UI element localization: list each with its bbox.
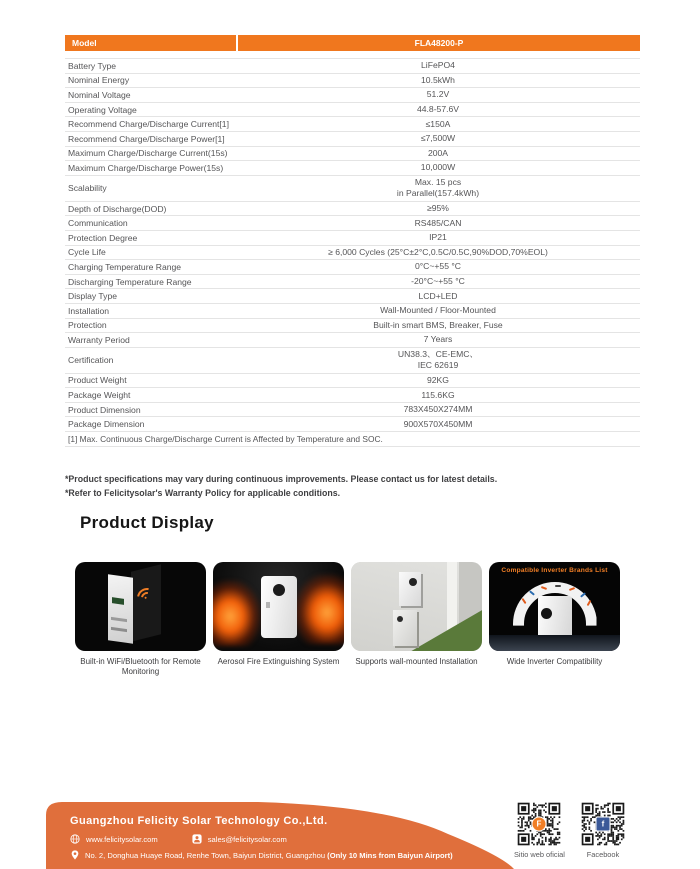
spec-value: IP21 bbox=[429, 232, 447, 243]
spec-label: Discharging Temperature Range bbox=[68, 276, 192, 287]
spec-label: Depth of Discharge(DOD) bbox=[68, 203, 167, 214]
card-inverter-compatibility bbox=[489, 562, 620, 677]
spec-value: 900X570X450MM bbox=[403, 418, 473, 429]
product-cards bbox=[75, 562, 621, 677]
spec-row bbox=[65, 102, 640, 117]
card-fire-extinguishing bbox=[213, 562, 344, 677]
card-caption: Built-in WiFi/Bluetooth for Remote Monitoring bbox=[80, 657, 201, 676]
spec-row bbox=[65, 160, 640, 175]
note-warranty: *Refer to Felicitysolar's Warranty Policy for applicable conditions. bbox=[65, 488, 341, 498]
spec-value: ≥ 6,000 Cycles (25°C±2°C,0.5C/0.5C,90%DOD,70%EOL) bbox=[328, 246, 548, 257]
website-text: www.felicitysolar.com bbox=[86, 834, 158, 844]
spec-label: Display Type bbox=[68, 291, 118, 302]
flame-graphic bbox=[213, 580, 261, 646]
brands-list-overlay-title: Compatible Inverter Brands List bbox=[501, 567, 608, 574]
spec-label: Protection bbox=[68, 320, 107, 331]
spec-label: Operating Voltage bbox=[68, 104, 137, 115]
spec-value: 10.5kWh bbox=[421, 74, 455, 85]
spec-row bbox=[65, 259, 640, 274]
spec-row bbox=[65, 288, 640, 303]
spec-label: Battery Type bbox=[68, 60, 117, 71]
email-text: sales@felicitysolar.com bbox=[207, 834, 287, 844]
spec-row bbox=[65, 87, 640, 102]
spec-row bbox=[65, 146, 640, 161]
spec-label: Scalability bbox=[68, 183, 107, 194]
spec-row bbox=[65, 116, 640, 131]
spec-row bbox=[65, 303, 640, 318]
brand-logo-mark bbox=[555, 585, 561, 587]
card-caption: Supports wall-mounted Installation bbox=[355, 657, 478, 666]
location-pin-icon bbox=[70, 850, 80, 860]
spec-row bbox=[65, 332, 640, 347]
card-caption: Wide Inverter Compatibility bbox=[506, 657, 603, 666]
qr-facebook bbox=[578, 801, 628, 859]
footer-address-line bbox=[70, 850, 453, 860]
spec-label: Recommend Charge/Discharge Power[1] bbox=[68, 133, 225, 144]
wall-mount-image bbox=[351, 562, 482, 651]
spec-label: Nominal Voltage bbox=[68, 89, 131, 100]
spec-row bbox=[65, 416, 640, 431]
spec-value: -20°C~+55 °C bbox=[411, 276, 465, 287]
spec-label: Protection Degree bbox=[68, 232, 138, 243]
spec-label: Nominal Energy bbox=[68, 75, 130, 86]
spec-label: Communication bbox=[68, 218, 128, 229]
spec-value: ≤150A bbox=[425, 118, 451, 129]
flame-graphic bbox=[294, 574, 344, 644]
battery-round-display bbox=[273, 584, 285, 596]
card-wall-mounted bbox=[351, 562, 482, 677]
spec-row bbox=[65, 402, 640, 417]
qr-code-website bbox=[516, 801, 562, 847]
footnotes bbox=[65, 474, 640, 502]
footer-contact-line bbox=[70, 834, 287, 844]
spec-label: Warranty Period bbox=[68, 334, 130, 345]
spec-value: 92KG bbox=[427, 374, 449, 385]
spec-label: Certification bbox=[68, 355, 114, 366]
spec-row bbox=[65, 373, 640, 388]
spec-label: Package Weight bbox=[68, 390, 131, 401]
spec-row bbox=[65, 201, 640, 216]
spec-table-header bbox=[65, 35, 640, 51]
battery-front-face bbox=[108, 574, 133, 644]
spec-table bbox=[65, 35, 640, 447]
fire-test-image bbox=[213, 562, 344, 651]
spec-label: Product Dimension bbox=[68, 404, 141, 415]
spec-row bbox=[65, 58, 640, 73]
battery-round-display bbox=[397, 616, 403, 622]
qr-code-facebook bbox=[580, 801, 626, 847]
address-text: No. 2, Donghua Huaye Road, Renhe Town, Baiyun District, Guangzhou (Only 10 Mins from Baiyun Airport) bbox=[85, 850, 453, 860]
spec-label: Product Weight bbox=[68, 375, 127, 386]
spec-row bbox=[65, 274, 640, 289]
spec-label: Maximum Charge/Discharge Power(15s) bbox=[68, 162, 224, 173]
spec-row bbox=[65, 215, 640, 230]
model-header-cell: Model bbox=[65, 35, 236, 51]
spec-row bbox=[65, 347, 640, 373]
company-name: Guangzhou Felicity Solar Technology Co.,Ltd. bbox=[70, 815, 328, 827]
spec-row bbox=[65, 387, 640, 402]
floor-reflection bbox=[489, 635, 620, 651]
spec-label: Charging Temperature Range bbox=[68, 261, 182, 272]
card-caption: Aerosol Fire Extinguishing System bbox=[217, 657, 340, 666]
spec-row bbox=[65, 131, 640, 146]
spec-value: LCD+LED bbox=[418, 290, 458, 301]
address-highlight: (Only 10 Mins from Baiyun Airport) bbox=[327, 850, 453, 860]
qr-caption: Facebook bbox=[586, 850, 620, 859]
spec-footnote: [1] Max. Continuous Charge/Discharge Current is Affected by Temperature and SOC. bbox=[68, 434, 383, 445]
spec-value: Max. 15 pcs in Parallel(157.4kWh) bbox=[396, 177, 480, 199]
spec-value: 0°C~+55 °C bbox=[414, 261, 462, 272]
battery-handle bbox=[266, 602, 270, 608]
card-wifi-bluetooth bbox=[75, 562, 206, 677]
felicity-logo-icon: F bbox=[532, 817, 547, 832]
spec-label: Cycle Life bbox=[68, 247, 106, 258]
spec-row bbox=[65, 318, 640, 333]
inverter-brands-image bbox=[489, 562, 620, 651]
qr-website bbox=[514, 801, 564, 859]
spec-value: RS485/CAN bbox=[414, 217, 462, 228]
contact-person-icon bbox=[192, 834, 202, 844]
globe-icon bbox=[70, 834, 80, 844]
qr-caption: Sitio web oficial bbox=[514, 850, 565, 859]
spec-value: 51.2V bbox=[426, 89, 450, 100]
spec-label: Recommend Charge/Discharge Current[1] bbox=[68, 119, 229, 130]
footer bbox=[0, 789, 700, 869]
model-value-cell: FLA48200-P bbox=[238, 35, 640, 51]
spec-value: 44.8-57.6V bbox=[416, 104, 460, 115]
mounted-battery-lower bbox=[393, 610, 417, 646]
spec-row bbox=[65, 245, 640, 260]
spec-value: UN38.3、CE-EMC、 IEC 62619 bbox=[397, 349, 479, 371]
spec-value: 10,000W bbox=[420, 162, 456, 173]
spec-value: 7 Years bbox=[423, 334, 453, 345]
spec-value: 200A bbox=[427, 147, 449, 158]
battery-tower-image bbox=[75, 562, 206, 651]
spec-rows bbox=[65, 58, 640, 447]
battery-round-display bbox=[541, 608, 552, 619]
spec-value: ≥95% bbox=[427, 203, 449, 214]
spec-value: Wall-Mounted / Floor-Mounted bbox=[380, 305, 496, 316]
spec-value: 115.6KG bbox=[421, 389, 455, 400]
battery-round-display bbox=[409, 578, 417, 586]
spec-footnote-row bbox=[65, 431, 640, 447]
spec-label: Maximum Charge/Discharge Current(15s) bbox=[68, 148, 228, 159]
spec-row bbox=[65, 73, 640, 88]
mounted-battery-upper bbox=[399, 572, 421, 606]
spec-value: 783X450X274MM bbox=[403, 404, 473, 415]
spec-label: Installation bbox=[68, 305, 110, 316]
product-display-title: Product Display bbox=[80, 513, 214, 532]
note-specifications: *Product specifications may vary during continuous improvements. Please contact us for latest details. bbox=[65, 474, 498, 484]
spec-value: LiFePO4 bbox=[421, 60, 455, 71]
spec-row bbox=[65, 175, 640, 201]
spec-value: Built-in smart BMS, Breaker, Fuse bbox=[373, 319, 503, 330]
spec-row bbox=[65, 230, 640, 245]
spec-value: ≤7,500W bbox=[420, 133, 456, 144]
facebook-logo-icon: f bbox=[596, 817, 611, 832]
spec-label: Package Dimension bbox=[68, 419, 145, 430]
